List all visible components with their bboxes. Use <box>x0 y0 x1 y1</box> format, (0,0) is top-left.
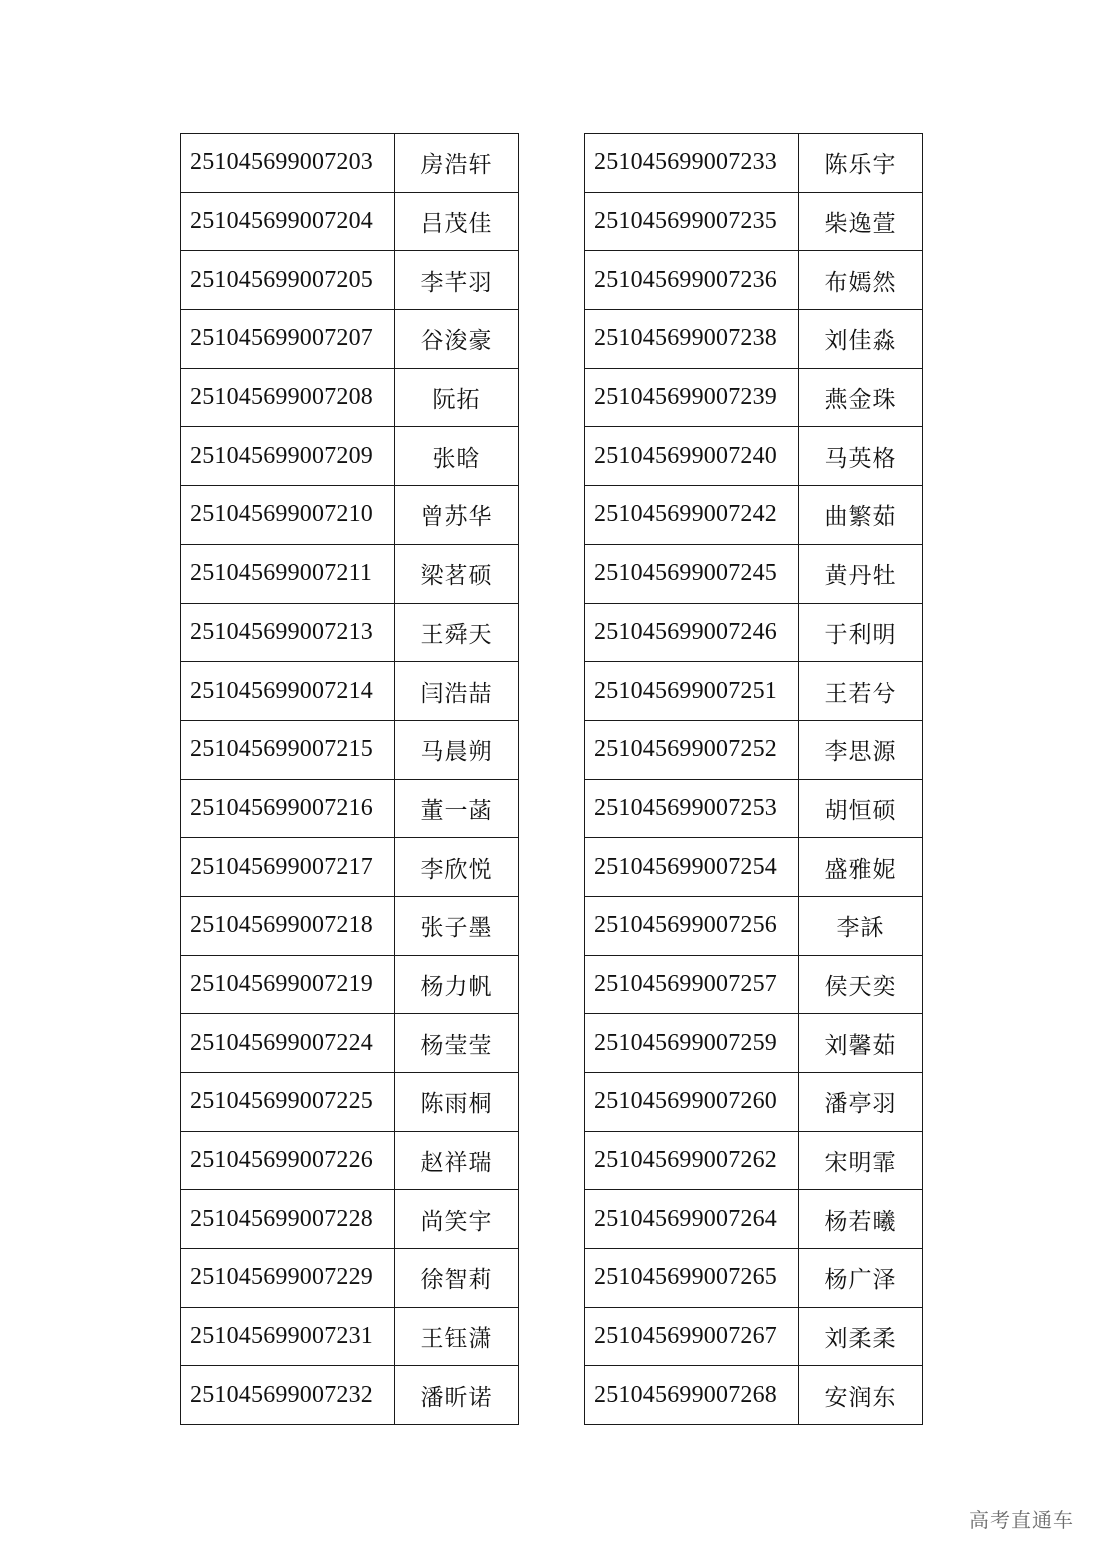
candidate-name-cell: 阮拓 <box>395 368 519 427</box>
candidate-name-cell: 王若兮 <box>799 662 923 721</box>
candidate-name-cell: 李芊羽 <box>395 251 519 310</box>
candidate-name-cell: 宋明霏 <box>799 1131 923 1190</box>
candidate-id-cell: 251045699007211 <box>181 544 395 603</box>
table-row <box>585 1073 923 1132</box>
candidate-id-cell: 251045699007260 <box>585 1073 799 1132</box>
candidate-id-cell: 251045699007254 <box>585 838 799 897</box>
candidate-id-cell: 251045699007257 <box>585 955 799 1014</box>
table-row <box>181 779 519 838</box>
candidate-id-cell: 251045699007268 <box>585 1366 799 1425</box>
candidate-name-cell: 张晗 <box>395 427 519 486</box>
candidate-id-cell: 251045699007262 <box>585 1131 799 1190</box>
table-row <box>585 955 923 1014</box>
table-row <box>181 720 519 779</box>
table-row <box>585 427 923 486</box>
table-row <box>181 838 519 897</box>
candidate-id-cell: 251045699007267 <box>585 1307 799 1366</box>
table-row <box>181 368 519 427</box>
watermark-text: 高考直通车 <box>969 1508 1074 1532</box>
table-row <box>181 1014 519 1073</box>
candidate-id-cell: 251045699007209 <box>181 427 395 486</box>
table-row <box>585 1190 923 1249</box>
candidate-name-cell: 李欣悦 <box>395 838 519 897</box>
candidate-name-cell: 杨广泽 <box>799 1249 923 1308</box>
table-row <box>181 1131 519 1190</box>
candidate-name-cell: 房浩轩 <box>395 134 519 193</box>
candidate-name-cell: 曾苏华 <box>395 486 519 545</box>
candidate-id-cell: 251045699007219 <box>181 955 395 1014</box>
candidate-name-cell: 于利明 <box>799 603 923 662</box>
table-row <box>181 955 519 1014</box>
roster-table-right-body <box>585 134 923 1425</box>
candidate-name-cell: 布嫣然 <box>799 251 923 310</box>
candidate-name-cell: 刘佳淼 <box>799 310 923 369</box>
candidate-name-cell: 胡恒硕 <box>799 779 923 838</box>
candidate-id-cell: 251045699007204 <box>181 192 395 251</box>
candidate-name-cell: 闫浩喆 <box>395 662 519 721</box>
table-row <box>181 486 519 545</box>
candidate-id-cell: 251045699007217 <box>181 838 395 897</box>
table-row <box>181 134 519 193</box>
candidate-name-cell: 陈乐宇 <box>799 134 923 193</box>
candidate-name-cell: 马晨朔 <box>395 720 519 779</box>
candidate-id-cell: 251045699007216 <box>181 779 395 838</box>
candidate-id-cell: 251045699007245 <box>585 544 799 603</box>
table-row <box>181 603 519 662</box>
table-row <box>585 779 923 838</box>
candidate-id-cell: 251045699007252 <box>585 720 799 779</box>
candidate-name-cell: 黄丹牡 <box>799 544 923 603</box>
table-row <box>181 1366 519 1425</box>
candidate-id-cell: 251045699007226 <box>181 1131 395 1190</box>
roster-table-right <box>584 133 923 1425</box>
table-row <box>585 603 923 662</box>
table-row <box>585 896 923 955</box>
candidate-id-cell: 251045699007235 <box>585 192 799 251</box>
candidate-id-cell: 251045699007218 <box>181 896 395 955</box>
table-row <box>181 251 519 310</box>
candidate-name-cell: 张子墨 <box>395 896 519 955</box>
table-row <box>585 720 923 779</box>
candidate-name-cell: 李訸 <box>799 896 923 955</box>
candidate-name-cell: 盛雅妮 <box>799 838 923 897</box>
candidate-id-cell: 251045699007259 <box>585 1014 799 1073</box>
candidate-name-cell: 陈雨桐 <box>395 1073 519 1132</box>
candidate-id-cell: 251045699007233 <box>585 134 799 193</box>
candidate-name-cell: 谷浚豪 <box>395 310 519 369</box>
candidate-id-cell: 251045699007229 <box>181 1249 395 1308</box>
candidate-id-cell: 251045699007251 <box>585 662 799 721</box>
table-row <box>585 192 923 251</box>
table-row <box>585 1131 923 1190</box>
candidate-id-cell: 251045699007203 <box>181 134 395 193</box>
roster-table-left <box>180 133 519 1425</box>
table-row <box>585 1014 923 1073</box>
candidate-id-cell: 251045699007215 <box>181 720 395 779</box>
candidate-id-cell: 251045699007208 <box>181 368 395 427</box>
candidate-name-cell: 董一菡 <box>395 779 519 838</box>
candidate-id-cell: 251045699007225 <box>181 1073 395 1132</box>
table-row <box>585 662 923 721</box>
candidate-name-cell: 吕茂佳 <box>395 192 519 251</box>
candidate-name-cell: 柴逸萱 <box>799 192 923 251</box>
table-row <box>181 544 519 603</box>
candidate-id-cell: 251045699007246 <box>585 603 799 662</box>
candidate-name-cell: 王舜天 <box>395 603 519 662</box>
candidate-id-cell: 251045699007253 <box>585 779 799 838</box>
roster-table-left-body <box>181 134 519 1425</box>
candidate-id-cell: 251045699007224 <box>181 1014 395 1073</box>
candidate-id-cell: 251045699007232 <box>181 1366 395 1425</box>
table-row <box>181 1249 519 1308</box>
candidate-id-cell: 251045699007205 <box>181 251 395 310</box>
candidate-name-cell: 尚笑宇 <box>395 1190 519 1249</box>
candidate-id-cell: 251045699007210 <box>181 486 395 545</box>
table-row <box>585 1249 923 1308</box>
candidate-name-cell: 刘柔柔 <box>799 1307 923 1366</box>
candidate-id-cell: 251045699007207 <box>181 310 395 369</box>
candidate-name-cell: 徐智莉 <box>395 1249 519 1308</box>
candidate-id-cell: 251045699007256 <box>585 896 799 955</box>
table-row <box>585 134 923 193</box>
table-row <box>181 1190 519 1249</box>
candidate-name-cell: 李思源 <box>799 720 923 779</box>
candidate-name-cell: 侯天奕 <box>799 955 923 1014</box>
candidate-id-cell: 251045699007240 <box>585 427 799 486</box>
candidate-name-cell: 曲繁茹 <box>799 486 923 545</box>
table-row <box>181 896 519 955</box>
candidate-name-cell: 刘馨茹 <box>799 1014 923 1073</box>
candidate-id-cell: 251045699007228 <box>181 1190 395 1249</box>
table-row <box>585 251 923 310</box>
candidate-id-cell: 251045699007238 <box>585 310 799 369</box>
candidate-id-cell: 251045699007265 <box>585 1249 799 1308</box>
candidate-name-cell: 马英格 <box>799 427 923 486</box>
table-row <box>181 662 519 721</box>
candidate-id-cell: 251045699007214 <box>181 662 395 721</box>
candidate-name-cell: 梁茗硕 <box>395 544 519 603</box>
table-row <box>585 544 923 603</box>
table-row <box>181 1307 519 1366</box>
candidate-name-cell: 潘昕诺 <box>395 1366 519 1425</box>
table-row <box>181 310 519 369</box>
table-row <box>181 427 519 486</box>
candidate-id-cell: 251045699007264 <box>585 1190 799 1249</box>
candidate-name-cell: 潘亭羽 <box>799 1073 923 1132</box>
candidate-id-cell: 251045699007242 <box>585 486 799 545</box>
table-row <box>585 838 923 897</box>
table-row <box>585 368 923 427</box>
candidate-name-cell: 燕金珠 <box>799 368 923 427</box>
table-row <box>585 1366 923 1425</box>
candidate-id-cell: 251045699007236 <box>585 251 799 310</box>
candidate-name-cell: 杨力帆 <box>395 955 519 1014</box>
candidate-id-cell: 251045699007213 <box>181 603 395 662</box>
table-row <box>181 1073 519 1132</box>
candidate-name-cell: 安润东 <box>799 1366 923 1425</box>
table-row <box>585 310 923 369</box>
table-row <box>181 192 519 251</box>
table-row <box>585 1307 923 1366</box>
candidate-name-cell: 杨莹莹 <box>395 1014 519 1073</box>
candidate-id-cell: 251045699007239 <box>585 368 799 427</box>
candidate-name-cell: 杨若曦 <box>799 1190 923 1249</box>
candidate-name-cell: 赵祥瑞 <box>395 1131 519 1190</box>
table-row <box>585 486 923 545</box>
candidate-name-cell: 王钰潇 <box>395 1307 519 1366</box>
candidate-id-cell: 251045699007231 <box>181 1307 395 1366</box>
